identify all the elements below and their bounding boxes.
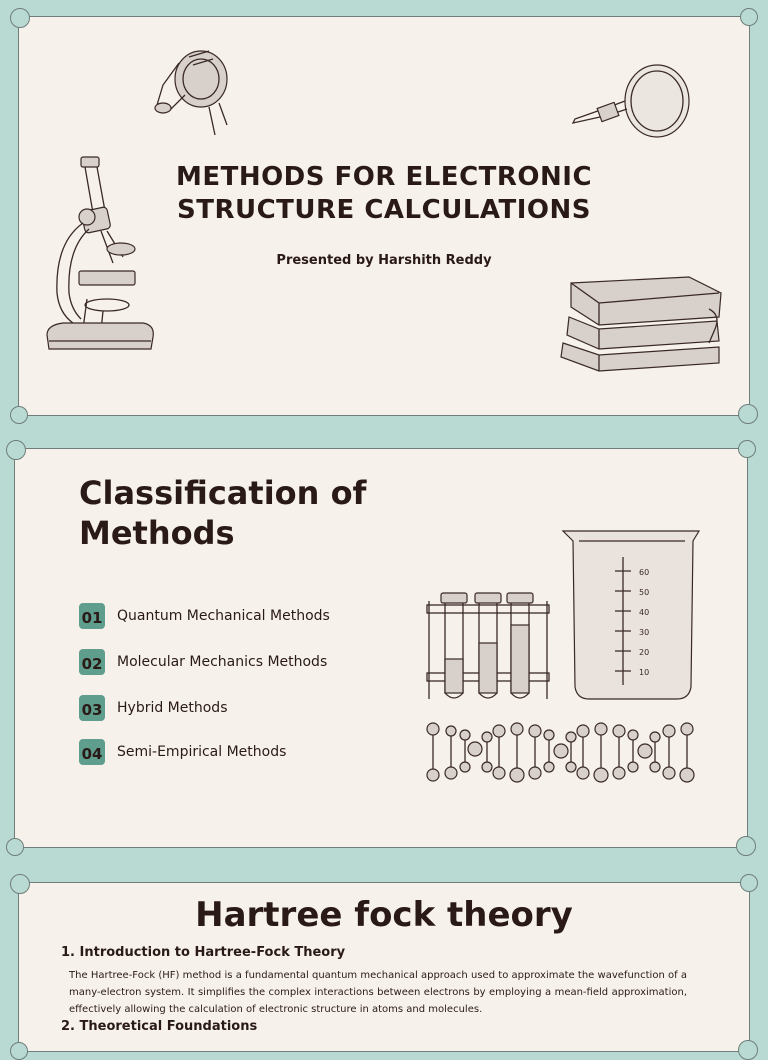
beaker-mark: 20 [639, 648, 650, 657]
list-item [79, 695, 379, 739]
classification-slide [14, 448, 748, 848]
section-paragraph: The Hartree-Fock (HF) method is a fundamental quantum mechanical approach used to approximate the wavefunction of a many-electron system. It simplifies the complex interactions between electrons by employing a mean-field approximation, effectively allowing the calculation of electronic structure in atoms and molecules. [69, 970, 687, 1015]
slide-title: Hartree fock theory [195, 895, 573, 935]
list-item [79, 649, 379, 695]
presenter-line: Presented by Harshith Reddy [276, 253, 492, 268]
list-item [79, 603, 379, 649]
title-line-1: Classification of [79, 474, 367, 512]
title-slide [18, 16, 750, 416]
method-list [79, 603, 379, 785]
section-heading: 1. Introduction to Hartree-Fock Theory [61, 945, 346, 960]
beaker-icon [559, 527, 705, 705]
slide-title [79, 473, 439, 553]
corner-notch [10, 406, 28, 424]
title-line-1: METHODS FOR ELECTRONIC [175, 162, 593, 192]
item-label: Quantum Mechanical Methods [117, 608, 330, 624]
molecule-chain-icon [423, 721, 705, 783]
magnifier-icon [569, 61, 699, 147]
beaker-mark: 50 [639, 588, 650, 597]
title-line-2: STRUCTURE CALCULATIONS [177, 194, 591, 225]
beaker-mark: 10 [639, 668, 650, 677]
corner-notch [10, 1042, 28, 1060]
corner-notch [740, 8, 758, 26]
beaker-mark: 60 [639, 568, 650, 577]
item-number: 02 [81, 655, 103, 673]
list-item [79, 739, 379, 785]
corner-notch [6, 838, 24, 856]
books-icon [559, 273, 727, 373]
item-label: Molecular Mechanics Methods [117, 654, 328, 670]
item-number: 04 [81, 745, 103, 763]
item-number: 03 [81, 701, 103, 719]
hartree-fock-slide [18, 882, 750, 1052]
item-label: Hybrid Methods [117, 700, 228, 716]
presentation-title [19, 161, 749, 226]
corner-notch [738, 440, 756, 458]
title-line-2: Methods [79, 514, 235, 552]
item-label: Semi-Empirical Methods [117, 744, 287, 760]
item-number: 01 [81, 609, 103, 627]
beaker-mark: 40 [639, 608, 650, 617]
beaker-mark: 30 [639, 628, 650, 637]
corner-notch [740, 874, 758, 892]
microscope-eyepiece-icon [149, 45, 239, 141]
test-tubes-icon [425, 589, 551, 705]
section-heading: 2. Theoretical Foundations [61, 1019, 258, 1034]
